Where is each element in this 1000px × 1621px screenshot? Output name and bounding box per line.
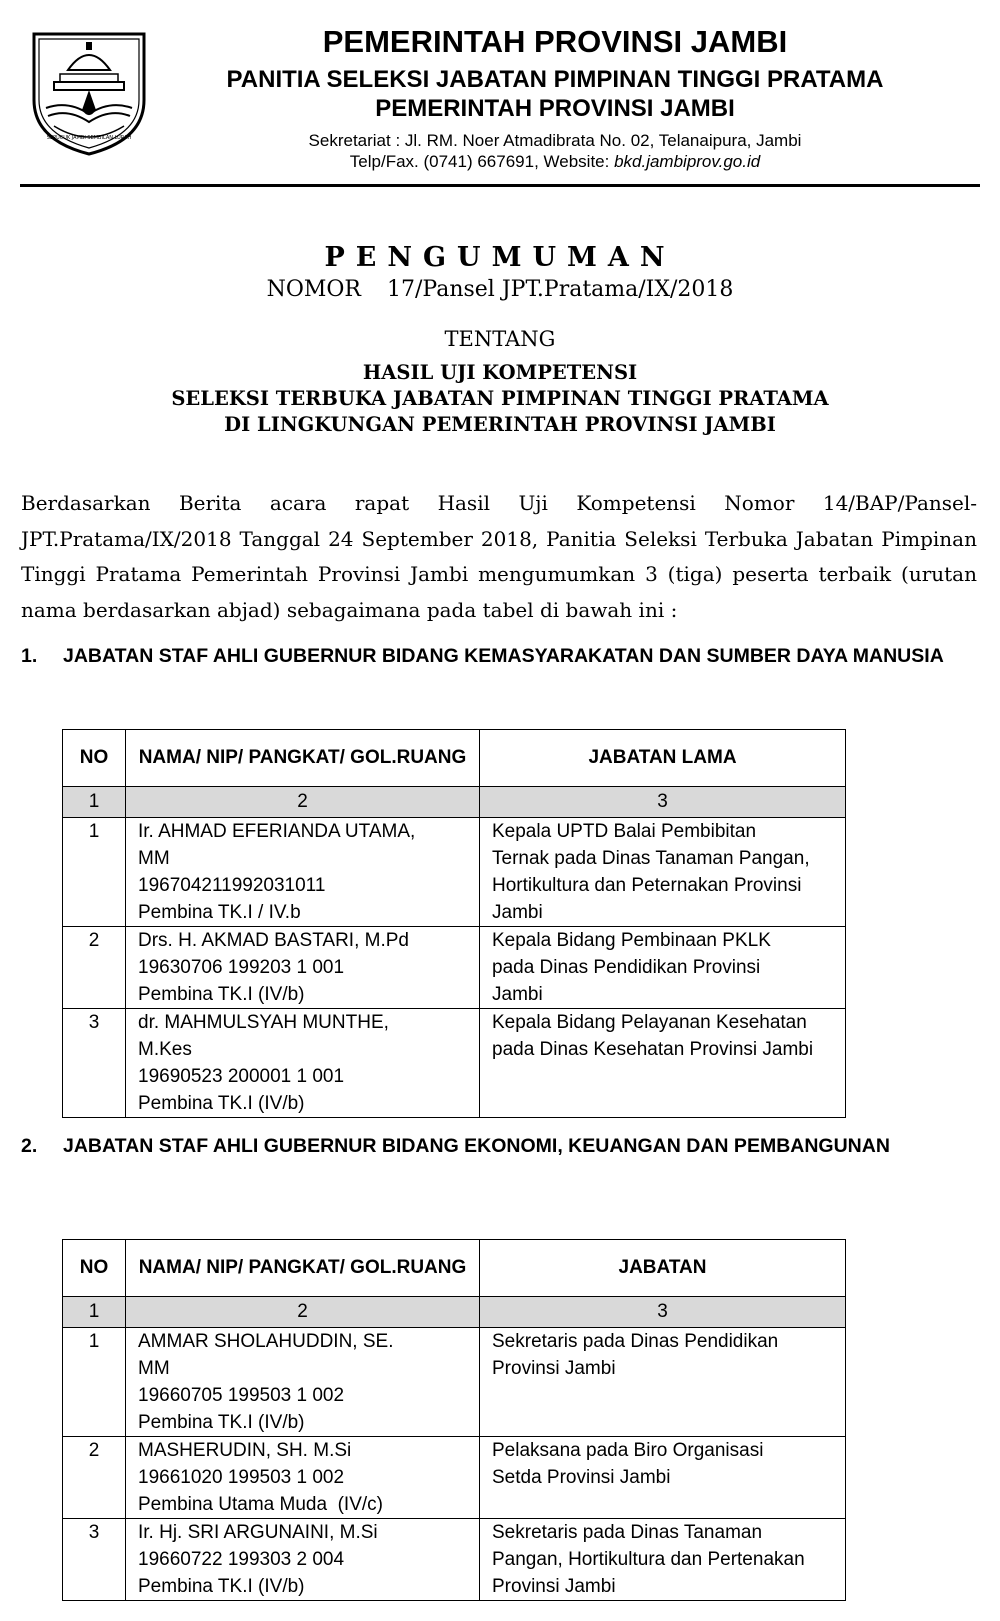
table-index-row: [63, 787, 846, 818]
candidate-rank: Pembina TK.I (IV/b): [138, 984, 305, 1005]
table-row: [63, 1328, 846, 1437]
section-heading: [21, 1134, 977, 1158]
index-cell: 2: [126, 1297, 480, 1328]
position-line: Pelaksana pada Biro Organisasi: [492, 1440, 764, 1461]
position-cell: [480, 1328, 846, 1437]
number-label: NOMOR: [266, 277, 361, 302]
candidate-name: Drs. H. AKMAD BASTARI, M.Pd: [138, 930, 409, 951]
row-number: 2: [63, 927, 126, 1009]
candidate-name: dr. MAHMULSYAH MUNTHE,: [138, 1012, 389, 1033]
index-cell: 2: [126, 787, 480, 818]
index-cell: 1: [63, 1297, 126, 1328]
position-line: Kepala Bidang Pembinaan PKLK: [492, 930, 771, 951]
candidate-cell: [126, 1009, 480, 1118]
position-line: Jambi: [492, 984, 543, 1005]
candidate-name: MASHERUDIN, SH. M.Si: [138, 1440, 352, 1461]
letterhead-divider: [20, 184, 980, 187]
candidate-nip: 196704211992031011: [138, 875, 326, 896]
position-line: Hortikultura dan Peternakan Provinsi: [492, 875, 802, 896]
section-heading: [21, 644, 977, 668]
table-index-row: [63, 1297, 846, 1328]
header-position: JABATAN LAMA: [480, 730, 846, 787]
index-cell: 3: [480, 787, 846, 818]
position-cell: [480, 1519, 846, 1601]
candidate-nip: 19660705 199503 1 002: [138, 1385, 345, 1406]
candidate-name: Ir. Hj. SRI ARGUNAINI, M.Si: [138, 1522, 378, 1543]
candidate-name: Ir. AHMAD EFERIANDA UTAMA,: [138, 821, 416, 842]
subject-line: HASIL UJI KOMPETENSI: [362, 361, 638, 384]
candidates-table: [62, 729, 846, 1118]
position-line: Provinsi Jambi: [492, 1576, 616, 1597]
number-value: 17/Pansel JPT.Pratama/IX/2018: [386, 277, 734, 302]
index-cell: 1: [63, 787, 126, 818]
table-row: [63, 1437, 846, 1519]
letterhead-committee-government: PEMERINTAH PROVINSI JAMBI: [375, 95, 735, 122]
position-cell: [480, 1437, 846, 1519]
candidate-nip: 19630706 199203 1 001: [138, 957, 345, 978]
jambi-province-emblem: [30, 30, 148, 158]
position-line: Provinsi Jambi: [492, 1358, 616, 1379]
announcement-about: TENTANG: [444, 327, 556, 351]
announcement-title: PENGUMUMAN: [324, 242, 676, 273]
header-name: NAMA/ NIP/ PANGKAT/ GOL.RUANG: [126, 730, 480, 787]
letterhead-phone: Telp/Fax. (0741) 667691, Website:: [349, 152, 615, 171]
position-line: Pangan, Hortikultura dan Pertenakan: [492, 1549, 805, 1570]
candidate-nip: 19690523 200001 1 001: [138, 1066, 345, 1087]
letterhead-committee-name: PANITIA SELEKSI JABATAN PIMPINAN TINGGI PRATAMA: [226, 66, 884, 93]
letterhead-address: Sekretariat : Jl. RM. Noer Atmadibrata No. 02, Telanaipura, Jambi: [308, 131, 802, 150]
section-title: JABATAN STAF AHLI GUBERNUR BIDANG KEMASYARAKATAN DAN SUMBER DAYA MANUSIA: [63, 645, 944, 667]
index-cell: 3: [480, 1297, 846, 1328]
position-cell: [480, 1009, 846, 1118]
position-line: Jambi: [492, 902, 543, 923]
subject-line: DI LINGKUNGAN PEMERINTAH PROVINSI JAMBI: [224, 413, 776, 436]
candidate-name-cont: M.Kes: [138, 1039, 192, 1060]
announcement-number: [0, 277, 1000, 302]
table-row: [63, 1009, 846, 1118]
position-line: Kepala UPTD Balai Pembibitan: [492, 821, 757, 842]
header-no: NO: [63, 730, 126, 787]
intro-paragraph: Berdasarkan Berita acara rapat Hasil Uji Kompetensi Nomor 14/BAP/Pansel-JPT.Pratama/IX/2018 Tanggal 24 September 2018, Panitia Seleksi Terbuka Jabatan Pimpinan Tinggi Pratama Pemerintah Provinsi Jambi mengumumkan 3 (tiga) peserta terbaik (urutan nama berdasarkan abjad) sebagaimana pada tabel di bawah ini :: [21, 491, 977, 622]
candidate-cell: [126, 1519, 480, 1601]
table-row: [63, 927, 846, 1009]
letterhead-contact: [150, 152, 960, 172]
header-position: JABATAN: [480, 1240, 846, 1297]
position-line: Sekretaris pada Dinas Tanaman: [492, 1522, 763, 1543]
candidate-nip: 19660722 199303 2 004: [138, 1549, 345, 1570]
position-line: pada Dinas Kesehatan Provinsi Jambi: [492, 1039, 814, 1060]
candidate-cell: [126, 927, 480, 1009]
candidate-name-cont: MM: [138, 848, 170, 869]
candidate-cell: [126, 1328, 480, 1437]
section-title: JABATAN STAF AHLI GUBERNUR BIDANG EKONOMI, KEUANGAN DAN PEMBANGUNAN: [63, 1135, 890, 1157]
candidate-cell: [126, 818, 480, 927]
table-header-row: [63, 1240, 846, 1297]
position-cell: [480, 818, 846, 927]
candidate-nip: 19661020 199503 1 002: [138, 1467, 345, 1488]
table-row: [63, 1519, 846, 1601]
table-header-row: [63, 730, 846, 787]
table-row: [63, 818, 846, 927]
candidate-name: AMMAR SHOLAHUDDIN, SE.: [138, 1331, 394, 1352]
row-number: 2: [63, 1437, 126, 1519]
position-line: Setda Provinsi Jambi: [492, 1467, 671, 1488]
row-number: 3: [63, 1009, 126, 1118]
candidate-name-cont: MM: [138, 1358, 170, 1379]
candidate-rank: Pembina TK.I / IV.b: [138, 902, 301, 923]
position-line: Kepala Bidang Pelayanan Kesehatan: [492, 1012, 807, 1033]
candidate-rank: Pembina Utama Muda (IV/c): [138, 1494, 383, 1515]
candidate-cell: [126, 1437, 480, 1519]
subject-line: SELEKSI TERBUKA JABATAN PIMPINAN TINGGI PRATAMA: [171, 387, 829, 410]
section-number: 2.: [21, 1135, 38, 1157]
row-number: 3: [63, 1519, 126, 1601]
section-number: 1.: [21, 645, 38, 667]
position-cell: [480, 927, 846, 1009]
candidate-rank: Pembina TK.I (IV/b): [138, 1093, 305, 1114]
candidates-table: [62, 1239, 846, 1601]
letterhead-website: bkd.jambiprov.go.id: [614, 152, 761, 171]
row-number: 1: [63, 1328, 126, 1437]
header-no: NO: [63, 1240, 126, 1297]
position-line: pada Dinas Pendidikan Provinsi: [492, 957, 761, 978]
candidate-rank: Pembina TK.I (IV/b): [138, 1412, 305, 1433]
position-line: Sekretaris pada Dinas Pendidikan: [492, 1331, 779, 1352]
position-line: Ternak pada Dinas Tanaman Pangan,: [492, 848, 810, 869]
row-number: 1: [63, 818, 126, 927]
header-name: NAMA/ NIP/ PANGKAT/ GOL.RUANG: [126, 1240, 480, 1297]
letterhead-government-name: PEMERINTAH PROVINSI JAMBI: [322, 24, 788, 59]
candidate-rank: Pembina TK.I (IV/b): [138, 1576, 305, 1597]
emblem-motto: SEPUCUK JAMBI SEMBILAN LURAH: [46, 135, 132, 141]
